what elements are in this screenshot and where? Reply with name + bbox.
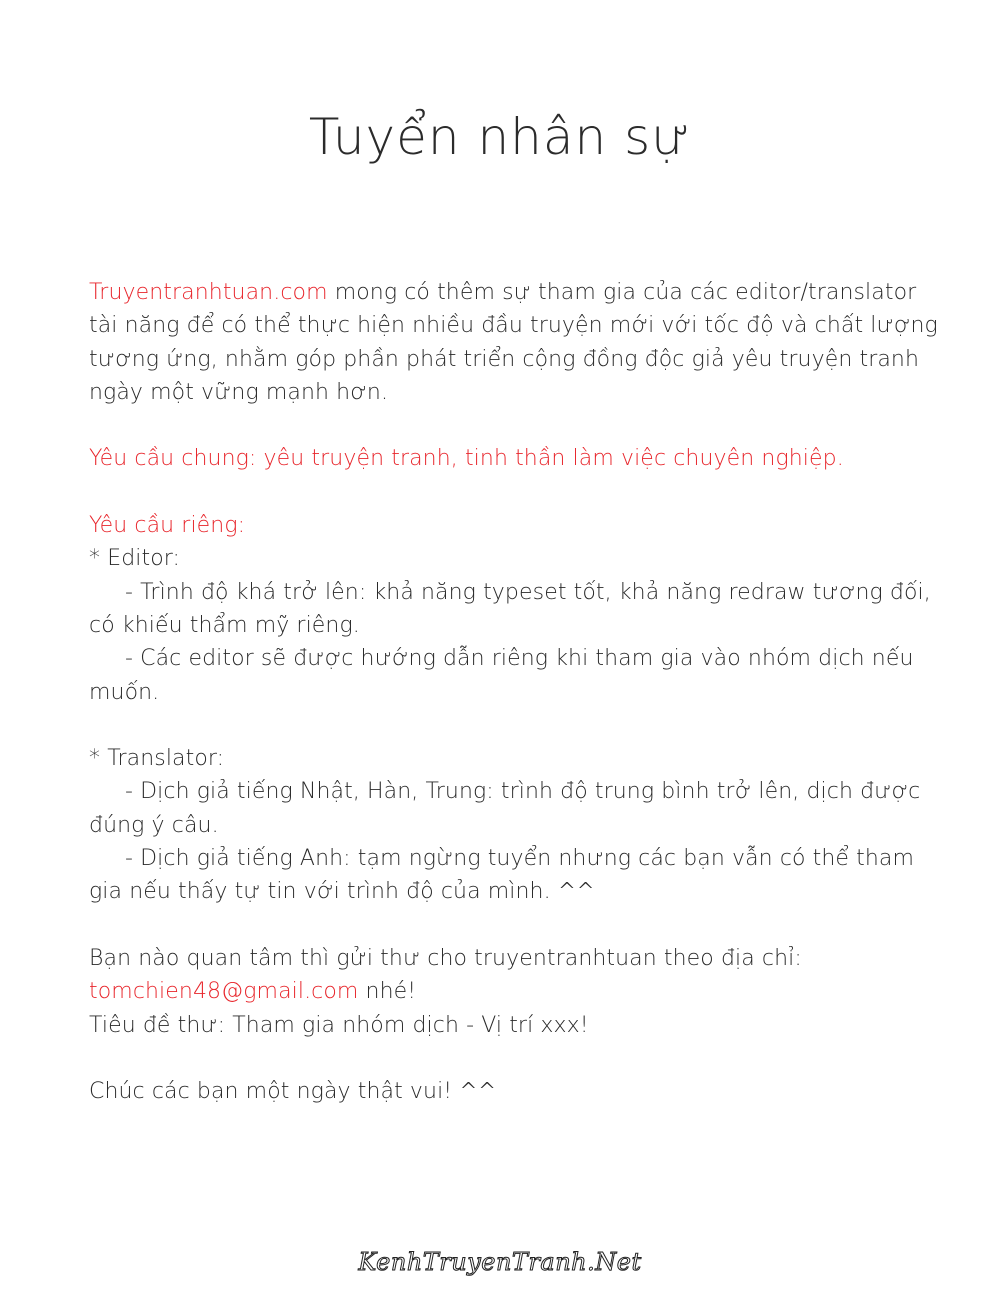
intro-paragraph <box>89 276 949 409</box>
general-requirement: Yêu cầu chung: yêu truyện tranh, tinh thần làm việc chuyên nghiệp. <box>89 446 844 472</box>
closing-text: Chúc các bạn một ngày thật vui! ^^ <box>89 1079 497 1105</box>
email-suffix: nhé! <box>358 979 417 1005</box>
email-link[interactable]: tomchien48@gmail.com <box>89 979 359 1005</box>
translator-label: * Translator: <box>89 746 225 772</box>
intro-text: mong có thêm sự tham gia của các editor/translator tài năng để có thể thực hiện nhiều đầu truyện mới với tốc độ và chất lượng tương ứng, nhằm góp phần phát triển cộng đồng độc giả yêu truyện tranh ngày một vững mạnh hơn. <box>89 280 938 405</box>
document-body <box>89 276 949 1108</box>
editor-label: * Editor: <box>89 546 181 572</box>
editor-requirement-1: - Trình độ khá trở lên: khả năng typeset tốt, khả năng redraw tương đối, có khiếu thẩm mỹ riêng. <box>89 579 931 638</box>
editor-requirement-2: - Các editor sẽ được hướng dẫn riêng khi tham gia vào nhóm dịch nếu muốn. <box>89 646 914 705</box>
translator-requirement-2: - Dịch giả tiếng Anh: tạm ngừng tuyển nhưng các bạn vẫn có thể tham gia nếu thấy tự tin với trình độ của mình. ^^ <box>89 846 915 905</box>
translator-requirement-1: - Dịch giả tiếng Nhật, Hàn, Trung: trình độ trung bình trở lên, dịch được đúng ý câu. <box>89 779 921 838</box>
specific-requirements-heading: Yêu cầu riêng: <box>89 513 246 539</box>
watermark: KenhTruyenTranh.Net <box>358 1248 642 1276</box>
contact-email-line <box>89 975 949 1008</box>
contact-text: Bạn nào quan tâm thì gửi thư cho truyentranhtuan theo địa chỉ: <box>89 945 802 971</box>
site-link[interactable]: Truyentranhtuan.com <box>89 280 328 305</box>
email-subject: Tiêu đề thư: Tham gia nhóm dịch - Vị trí xxx! <box>89 1012 589 1038</box>
page-title: Tuyển nhân sự <box>308 108 692 166</box>
